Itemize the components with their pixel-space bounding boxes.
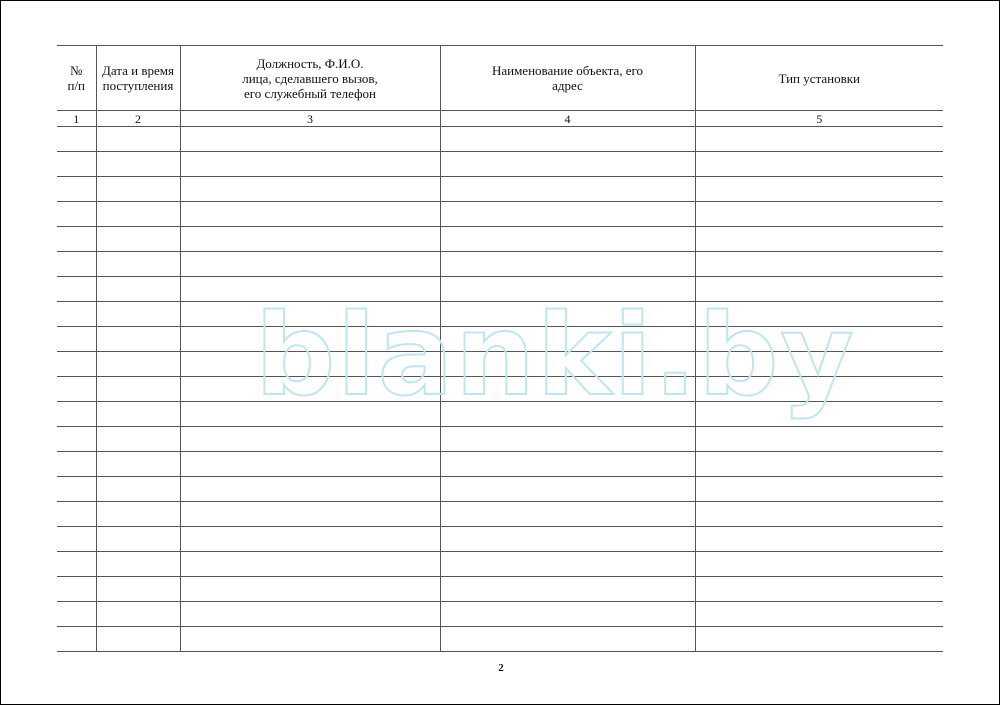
table-cell[interactable] xyxy=(96,477,180,502)
table-row xyxy=(57,427,943,452)
table-cell[interactable] xyxy=(440,427,695,452)
table-row xyxy=(57,327,943,352)
table-cell[interactable] xyxy=(180,152,440,177)
table-cell[interactable] xyxy=(180,352,440,377)
column-number-4: 4 xyxy=(440,111,695,127)
table-cell[interactable] xyxy=(440,202,695,227)
table-cell[interactable] xyxy=(96,327,180,352)
table-row xyxy=(57,152,943,177)
table-cell[interactable] xyxy=(180,327,440,352)
table-cell[interactable] xyxy=(440,552,695,577)
table-cell[interactable] xyxy=(440,602,695,627)
table-cell[interactable] xyxy=(440,627,695,652)
table-row xyxy=(57,502,943,527)
table-cell[interactable] xyxy=(180,502,440,527)
table-cell[interactable] xyxy=(96,227,180,252)
table-cell[interactable] xyxy=(180,427,440,452)
table-cell[interactable] xyxy=(96,452,180,477)
table-row xyxy=(57,352,943,377)
table-cell[interactable] xyxy=(57,177,96,202)
column-number-1: 1 xyxy=(57,111,96,127)
table-cell[interactable] xyxy=(180,227,440,252)
table-cell[interactable] xyxy=(440,352,695,377)
table-cell[interactable] xyxy=(440,152,695,177)
table-cell[interactable] xyxy=(440,527,695,552)
table-cell[interactable] xyxy=(57,402,96,427)
header-number-text: № п/п xyxy=(67,63,86,93)
table-cell[interactable] xyxy=(57,152,96,177)
table-cell[interactable] xyxy=(57,452,96,477)
table-cell[interactable] xyxy=(180,602,440,627)
table-cell[interactable] xyxy=(57,627,96,652)
header-object xyxy=(440,46,695,111)
table-cell[interactable] xyxy=(57,352,96,377)
table-cell[interactable] xyxy=(180,452,440,477)
table-cell[interactable] xyxy=(96,352,180,377)
table-cell[interactable] xyxy=(180,277,440,302)
table-cell[interactable] xyxy=(695,627,943,652)
table-cell[interactable] xyxy=(180,377,440,402)
table-cell[interactable] xyxy=(96,252,180,277)
table-cell[interactable] xyxy=(695,427,943,452)
table-row xyxy=(57,627,943,652)
column-number-5: 5 xyxy=(695,111,943,127)
table-cell[interactable] xyxy=(96,602,180,627)
table-cell[interactable] xyxy=(96,577,180,602)
table-cell[interactable] xyxy=(96,127,180,152)
header-number xyxy=(57,46,96,111)
table-cell[interactable] xyxy=(57,227,96,252)
table-cell[interactable] xyxy=(96,277,180,302)
table-row xyxy=(57,402,943,427)
table-cell[interactable] xyxy=(96,527,180,552)
call-log-table xyxy=(57,45,943,652)
table-cell[interactable] xyxy=(695,227,943,252)
table-cell[interactable] xyxy=(57,552,96,577)
page-number: 2 xyxy=(498,662,504,674)
table-cell[interactable] xyxy=(180,477,440,502)
table-cell[interactable] xyxy=(180,627,440,652)
table-cell[interactable] xyxy=(96,377,180,402)
table-cell[interactable] xyxy=(440,277,695,302)
table-row xyxy=(57,552,943,577)
table-cell[interactable] xyxy=(440,502,695,527)
header-installation-type-text: Тип установки xyxy=(778,70,861,86)
column-number-row xyxy=(57,111,943,127)
table-cell[interactable] xyxy=(57,202,96,227)
table-cell[interactable] xyxy=(96,552,180,577)
table-cell[interactable] xyxy=(180,527,440,552)
table-cell[interactable] xyxy=(440,452,695,477)
table-cell[interactable] xyxy=(440,127,695,152)
table-row xyxy=(57,602,943,627)
table-cell[interactable] xyxy=(180,402,440,427)
table-cell[interactable] xyxy=(695,502,943,527)
table-cell[interactable] xyxy=(695,352,943,377)
table-cell[interactable] xyxy=(180,552,440,577)
table-cell[interactable] xyxy=(695,202,943,227)
column-number-2: 2 xyxy=(96,111,180,127)
table-cell[interactable] xyxy=(440,477,695,502)
header-caller xyxy=(180,46,440,111)
table-cell[interactable] xyxy=(695,177,943,202)
table-cell[interactable] xyxy=(57,577,96,602)
header-datetime-text: Дата и время поступления xyxy=(102,63,174,93)
table-row xyxy=(57,127,943,152)
table-cell[interactable] xyxy=(180,127,440,152)
table-cell[interactable] xyxy=(695,477,943,502)
table-cell[interactable] xyxy=(440,577,695,602)
table-row xyxy=(57,527,943,552)
table-cell[interactable] xyxy=(440,402,695,427)
table-cell[interactable] xyxy=(695,377,943,402)
table-cell[interactable] xyxy=(180,252,440,277)
table-cell[interactable] xyxy=(695,527,943,552)
table-row xyxy=(57,252,943,277)
table-body xyxy=(57,127,943,652)
table-cell[interactable] xyxy=(57,127,96,152)
table-row xyxy=(57,452,943,477)
table-cell[interactable] xyxy=(96,152,180,177)
table-cell[interactable] xyxy=(57,302,96,327)
table-cell[interactable] xyxy=(96,177,180,202)
table-cell[interactable] xyxy=(57,252,96,277)
table-cell[interactable] xyxy=(440,377,695,402)
table-cell[interactable] xyxy=(96,502,180,527)
table-cell[interactable] xyxy=(180,202,440,227)
table-cell[interactable] xyxy=(440,227,695,252)
table-cell[interactable] xyxy=(695,302,943,327)
table-row xyxy=(57,177,943,202)
column-number-3: 3 xyxy=(180,111,440,127)
watermark-text: blanki.by xyxy=(255,291,856,421)
table-cell[interactable] xyxy=(695,127,943,152)
table-cell[interactable] xyxy=(57,427,96,452)
table-cell[interactable] xyxy=(440,327,695,352)
table-cell[interactable] xyxy=(695,252,943,277)
table-cell[interactable] xyxy=(57,477,96,502)
table-cell[interactable] xyxy=(695,277,943,302)
table-cell[interactable] xyxy=(695,577,943,602)
table-cell[interactable] xyxy=(96,427,180,452)
header-object-text: Наименование объекта, его адрес xyxy=(491,63,644,93)
header-caller-text: Должность, Ф.И.О. лица, сделавшего вызов, его служебный телефон xyxy=(242,55,378,101)
header-installation-type xyxy=(695,46,943,111)
table-cell[interactable] xyxy=(440,177,695,202)
table-cell[interactable] xyxy=(180,177,440,202)
table-cell[interactable] xyxy=(695,552,943,577)
table-cell[interactable] xyxy=(180,302,440,327)
table-cell[interactable] xyxy=(96,302,180,327)
table-cell[interactable] xyxy=(57,327,96,352)
table-cell[interactable] xyxy=(695,452,943,477)
table-row xyxy=(57,227,943,252)
table-cell[interactable] xyxy=(695,602,943,627)
table-cell[interactable] xyxy=(440,302,695,327)
table-cell[interactable] xyxy=(440,252,695,277)
table-cell[interactable] xyxy=(96,202,180,227)
table-cell[interactable] xyxy=(695,402,943,427)
table-row xyxy=(57,577,943,602)
table-cell[interactable] xyxy=(57,502,96,527)
table-cell[interactable] xyxy=(57,377,96,402)
table-cell[interactable] xyxy=(57,602,96,627)
table-cell[interactable] xyxy=(96,627,180,652)
table-cell[interactable] xyxy=(57,277,96,302)
table-row xyxy=(57,477,943,502)
table-row xyxy=(57,377,943,402)
header-datetime xyxy=(96,46,180,111)
table-row xyxy=(57,277,943,302)
table-cell[interactable] xyxy=(96,402,180,427)
table-cell[interactable] xyxy=(695,327,943,352)
table-cell[interactable] xyxy=(57,527,96,552)
header-row xyxy=(57,46,943,111)
table-row xyxy=(57,202,943,227)
table-cell[interactable] xyxy=(695,152,943,177)
table-row xyxy=(57,302,943,327)
table-cell[interactable] xyxy=(180,577,440,602)
